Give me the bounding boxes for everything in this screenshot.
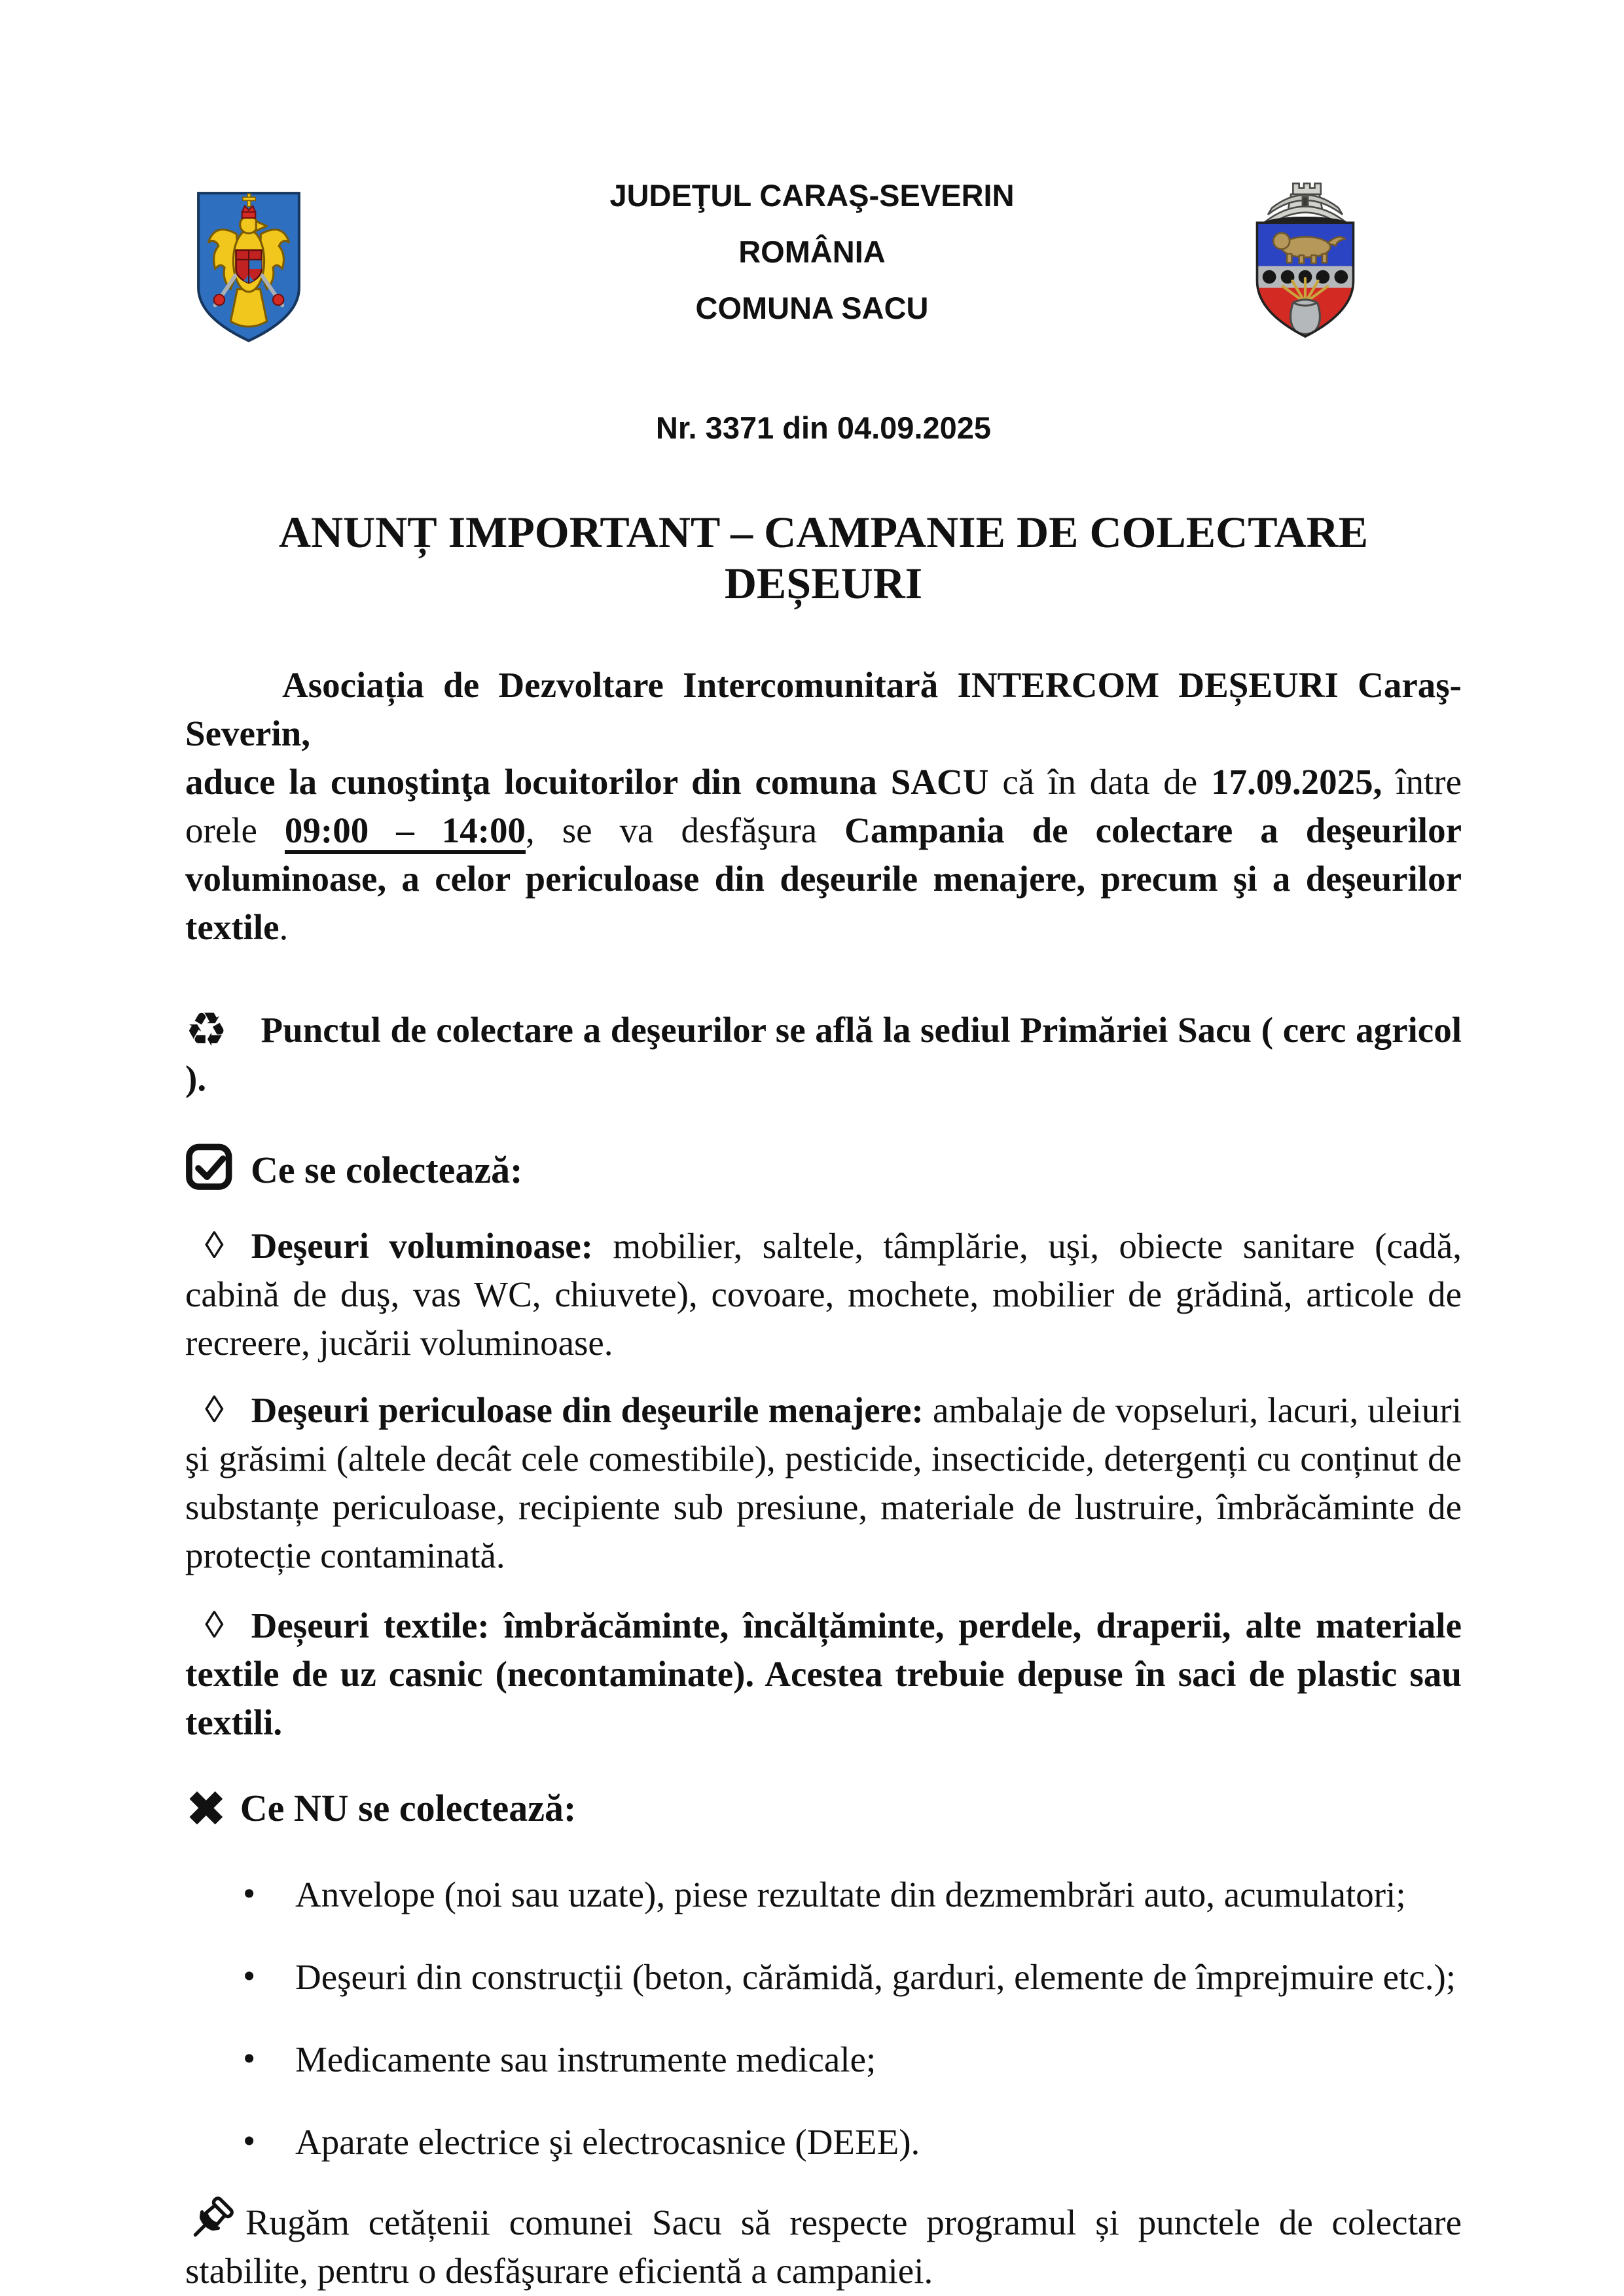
list-item-text: Anvelope (noi sau uzate), piese rezultate din dezmembrări auto, acumulatori; xyxy=(295,1874,1406,1914)
intro-run-date-prefix: că în data de xyxy=(988,762,1212,802)
diamond-bullet-icon: ◊ xyxy=(205,1224,224,1266)
romania-coat-of-arms-graphic xyxy=(195,190,302,344)
collected-item-periculoase xyxy=(185,1386,1462,1580)
intro-run-campaign: Campania de colectare a deşeurilor voluminoase, a celor periculoase din deşeurile menajere, precum şi a deşeurilor textile xyxy=(185,810,1462,947)
intro-paragraph xyxy=(185,661,1462,952)
closing-text: Rugăm cetățenii comunei Sacu să respecte programul și punctele de colectare stabilite, pentru o desfăşurare eficientă a campaniei. xyxy=(185,2202,1462,2291)
collection-point-text: Punctul de colectare a deşeurilor se află la sediul Primăriei Sacu ( cerc agricol ). xyxy=(185,1010,1462,1098)
bullet-icon: • xyxy=(243,1873,256,1913)
collected-item-text: mobilier, saltele, tâmplărie, uşi, obiecte sanitare (cadă, cabină de duş, vas WC, chiuvete), covoare, mochete, mobilier de grădină, articole de recreere, jucării voluminoase. xyxy=(185,1226,1462,1363)
document-body xyxy=(185,410,1462,2295)
diamond-bullet-icon: ◊ xyxy=(205,1388,224,1431)
bullet-icon: • xyxy=(243,2121,256,2161)
header-country-line: ROMÂNIA xyxy=(738,234,886,269)
intro-run-period: . xyxy=(279,907,289,947)
list-item-anvelope xyxy=(243,1871,1462,1919)
collected-item-textile xyxy=(185,1601,1462,1747)
bullet-icon: • xyxy=(243,2038,256,2078)
collected-item-label: Deșeuri textile: xyxy=(251,1605,490,1645)
list-item-text: Medicamente sau instrumente medicale; xyxy=(295,2039,876,2079)
collected-item-text: ambalaje de vopseluri, lacuri, uleiuri şi grăsimi (altele decât cele comestibile), pesticide, insecticide, detergenți cu conținut de substanțe periculoase, recipiente sub presiune, materiale de lustruire, îmbrăcăminte de protecție contaminată. xyxy=(185,1390,1462,1575)
header-commune-line: COMUNA SACU xyxy=(695,291,929,325)
intro-run-hours-prefix: între orele xyxy=(185,762,1462,850)
list-item-text: Aparate electrice şi electrocasnice (DEEE). xyxy=(295,2122,920,2162)
registration-number: Nr. 3371 din 04.09.2025 xyxy=(655,410,992,445)
collected-item-text: îmbrăcăminte, încălțăminte, perdele, draperii, alte materiale textile de uz casnic (necontaminate). Acestea trebuie depuse în saci de plastic sau textili. xyxy=(185,1605,1462,1742)
sacu-coat-of-arms xyxy=(1248,179,1363,340)
checkbox-checked-icon xyxy=(185,1142,234,1191)
x-mark-icon: ✖ xyxy=(185,1780,227,1838)
header-county-line: JUDEŢUL CARAŞ-SEVERIN xyxy=(609,178,1015,213)
collected-item-label: Deşeuri voluminoase: xyxy=(251,1226,593,1266)
collection-point-paragraph xyxy=(185,1002,1462,1103)
sacu-coat-of-arms-graphic xyxy=(1248,179,1363,342)
closing-paragraph xyxy=(185,2195,1462,2295)
collected-heading xyxy=(185,1142,1462,1196)
diamond-bullet-icon: ◊ xyxy=(205,1604,224,1646)
not-collected-list xyxy=(185,1871,1462,2166)
intro-run-hours: 09:00 – 14:00 xyxy=(285,810,526,854)
romania-coat-of-arms xyxy=(195,190,302,343)
intro-run-middle: , se va desfăşura xyxy=(526,810,845,850)
intro-run-association: Asociația de Dezvoltare Intercomunitară INTERCOM DEȘEURI Caraş-Severin, xyxy=(185,665,1462,753)
list-item-electrice xyxy=(243,2118,1462,2166)
not-collected-heading xyxy=(185,1780,1462,1838)
list-item-medicamente xyxy=(243,2036,1462,2084)
intro-run-date: 17.09.2025, xyxy=(1211,762,1382,802)
not-collected-heading-label: Ce NU se colectează: xyxy=(240,1787,577,1829)
collected-heading-label: Ce se colectează: xyxy=(251,1149,523,1191)
collected-item-label: Deşeuri periculoase din deşeurile menajere: xyxy=(251,1390,924,1430)
list-item-text: Deşeuri din construcţii (beton, cărămidă, garduri, elemente de împrejmuire etc.); xyxy=(295,1957,1456,1997)
collected-item-voluminoase xyxy=(185,1221,1462,1367)
pushpin-icon xyxy=(185,2195,235,2245)
page-title: ANUNȚ IMPORTANT – CAMPANIE DE COLECTARE DEȘEURI xyxy=(278,507,1369,608)
bullet-icon: • xyxy=(243,1956,256,1996)
intro-run-announce: aduce la cunoştinţa locuitorilor din comuna SACU xyxy=(185,762,989,802)
list-item-constructii xyxy=(243,1953,1462,2001)
recycle-icon: ♻ xyxy=(185,1002,228,1057)
